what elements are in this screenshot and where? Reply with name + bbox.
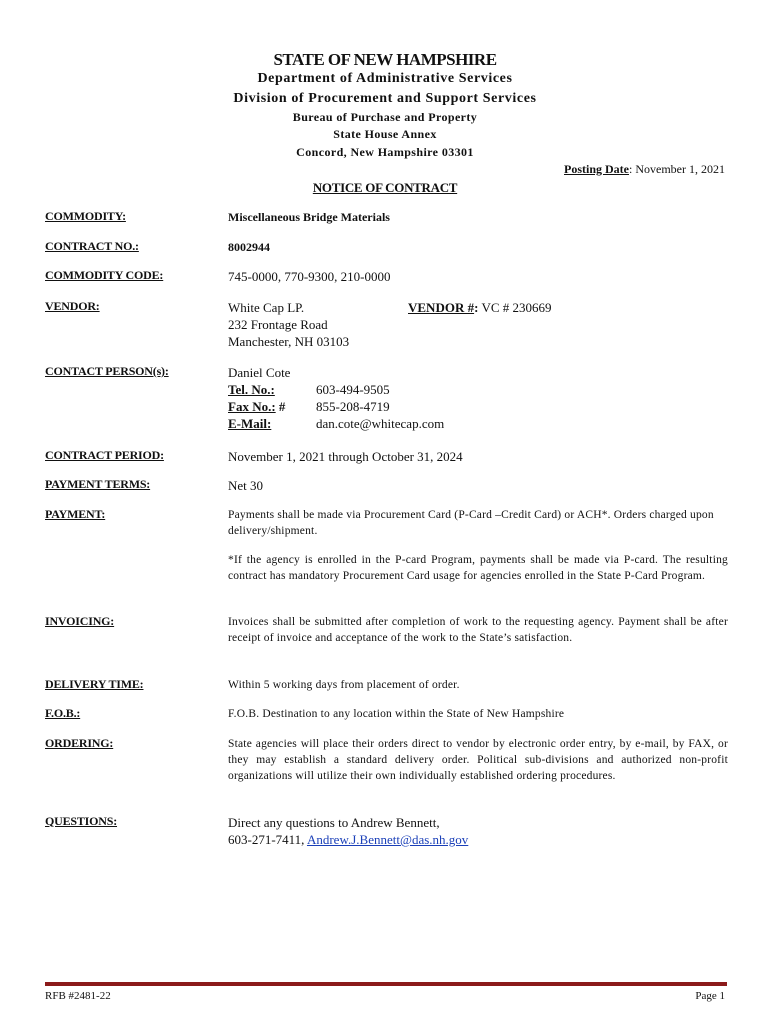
vendor-number-label: VENDOR #	[408, 300, 475, 315]
email-row	[228, 415, 728, 432]
footer-rfb-number: RFB #2481-22	[45, 990, 111, 1002]
questions-line1: Direct any questions to Andrew Bennett,	[228, 815, 440, 830]
footer-page-number: Page 1	[695, 990, 725, 1002]
contact-label: CONTACT PERSON(s):	[45, 364, 169, 378]
payment-terms-value: Net 30	[228, 478, 264, 493]
invoicing-value: Invoices shall be submitted after completion of work to the requesting agency. Payment shall be after receipt of invoice and acceptance of the work to the State’s satisfaction.	[228, 616, 728, 644]
tel-label: Tel. No.:	[228, 382, 275, 397]
payment-note: *If the agency is enrolled in the P-card Program, payments shall be made via P-card. The resulting contract has mandatory Procurement Card usage for agencies enrolled in the State P-Card Program.	[228, 554, 728, 582]
fob-value: F.O.B. Destination to any location within the State of New Hampshire	[228, 708, 565, 720]
ordering-label: ORDERING:	[45, 736, 114, 750]
payment-value: Payments shall be made via Procurement Card (P-Card –Credit Card) or ACH*. Orders charged upon delivery/shipment.	[228, 509, 714, 537]
contract-no-value: 8002944	[228, 240, 270, 254]
department-name: Department of Administrative Services	[257, 71, 513, 86]
questions-email-link[interactable]: Andrew.J.Bennett@das.nh.gov	[306, 832, 469, 847]
commodity-value: Miscellaneous Bridge Materials	[228, 210, 390, 224]
state-title: STATE OF NEW HAMPSHIRE	[273, 50, 497, 69]
tel-value: 603-494-9505	[316, 382, 390, 397]
commodity-code-label: COMMODITY CODE:	[45, 268, 164, 282]
contract-period-value: November 1, 2021 through October 31, 2024	[228, 449, 463, 464]
payment-terms-label: PAYMENT TERMS:	[45, 477, 151, 491]
posting-date-value: November 1, 2021	[632, 162, 725, 176]
questions-block	[228, 814, 728, 848]
posting-date-sep: :	[629, 162, 633, 176]
delivery-time-value: Within 5 working days from placement of order.	[228, 679, 460, 691]
fax-hash: #	[275, 399, 286, 414]
posting-date	[564, 162, 725, 177]
annex-name: State House Annex	[333, 127, 437, 141]
bureau-name: Bureau of Purchase and Property	[292, 110, 478, 124]
commodity-label: COMMODITY:	[45, 209, 126, 223]
contact-name: Daniel Cote	[228, 365, 291, 380]
email-value: dan.cote@whitecap.com	[316, 416, 445, 431]
vendor-number-sep: :	[474, 300, 479, 315]
vendor-address-line1: 232 Frontage Road	[228, 317, 328, 332]
contact-block	[228, 364, 728, 432]
fax-value: 855-208-4719	[316, 399, 390, 414]
notice-title: NOTICE OF CONTRACT	[312, 180, 458, 195]
fax-label-wrap	[228, 398, 316, 415]
fax-label: Fax No.:	[228, 399, 276, 414]
footer-divider	[45, 982, 727, 986]
vendor-block	[228, 299, 728, 350]
contract-period-label: CONTRACT PERIOD:	[45, 448, 164, 462]
delivery-time-label: DELIVERY TIME:	[45, 677, 144, 691]
contract-no-label: CONTRACT NO.:	[45, 239, 139, 253]
questions-label: QUESTIONS:	[45, 814, 118, 828]
payment-label: PAYMENT:	[45, 507, 106, 521]
vendor-label: VENDOR:	[45, 299, 100, 313]
vendor-number	[408, 299, 552, 316]
fax-row	[228, 398, 728, 415]
invoicing-label: INVOICING:	[45, 614, 115, 628]
questions-phone: 603-271-7411,	[228, 832, 307, 847]
division-name: Division of Procurement and Support Services	[233, 91, 537, 106]
vendor-name: White Cap LP.	[228, 300, 305, 315]
tel-row	[228, 381, 728, 398]
email-label: E-Mail:	[228, 416, 272, 431]
fob-label: F.O.B.:	[45, 706, 81, 720]
posting-date-label: Posting Date	[564, 162, 629, 176]
vendor-address-line2: Manchester, NH 03103	[228, 334, 350, 349]
commodity-code-value: 745-0000, 770-9300, 210-0000	[228, 269, 391, 284]
vendor-number-value: VC # 230669	[478, 300, 552, 315]
ordering-value: State agencies will place their orders direct to vendor by electronic order entry, by e-mail, by FAX, or they may establish a standard delivery order. Political sub-divisions and authorized non-profit organizations will utilize their own individually established ordering procedures.	[228, 738, 728, 782]
city-address: Concord, New Hampshire 03301	[296, 145, 474, 159]
questions-line2	[228, 831, 728, 848]
